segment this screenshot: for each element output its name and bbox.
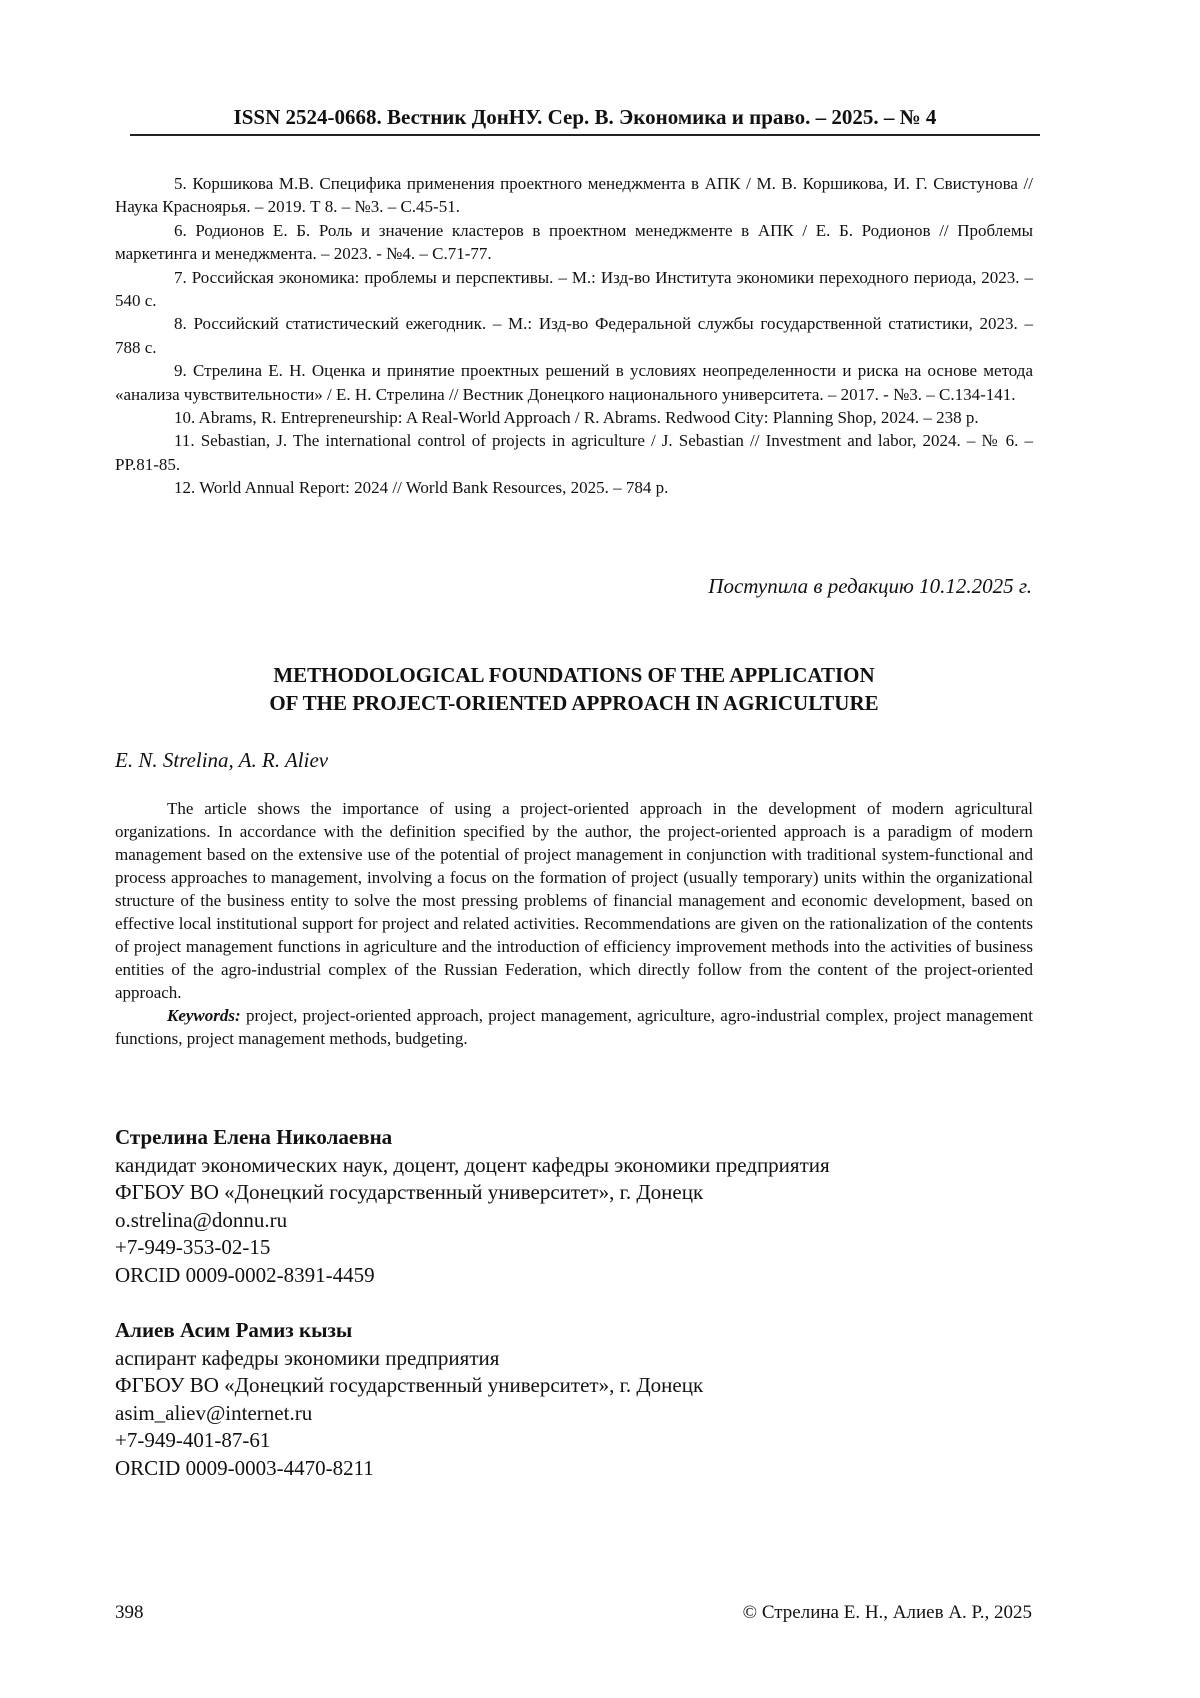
reference-item: 9. Стрелина Е. Н. Оценка и принятие проектных решений в условиях неопределенности и риска на основе метода «анализа чувствительности» / Е. Н. Стрелина // Вестник Донецкого национального университета. – 2017. - №3. – С.134-141. [115,361,1033,404]
title-line-2: OF THE PROJECT-ORIENTED APPROACH IN AGRICULTURE [269,691,879,715]
author-position: аспирант кафедры экономики предприятия [115,1345,500,1370]
article-title [115,661,1033,717]
author-phone: +7-949-353-02-15 [115,1235,271,1259]
reference-item: 5. Коршикова М.В. Специфика применения проектного менеджмента в АПК / М. В. Коршикова, И. Г. Свистунова // Наука Красноярья. – 2019. Т 8. – №3. – С.45-51. [115,174,1033,217]
author-organization: ФГБОУ ВО «Донецкий государственный университет», г. Донецк [115,1180,704,1204]
reference-item: 6. Родионов Е. Б. Роль и значение кластеров в проектном менеджменте в АПК / Е. Б. Родионов // Проблемы маркетинга и менеджмента. – 2023. - №4. – С.71-77. [115,220,1033,264]
copyright: © Стрелина Е. Н., Алиев А. Р., 2025 [742,1602,1032,1623]
keywords [115,1004,1033,1050]
running-header: ISSN 2524-0668. Вестник ДонНУ. Сер. В. Экономика и право. – 2025. – № 4 [233,105,937,129]
author-info-1 [115,1124,1075,1289]
author-orcid: ORCID 0009-0003-4470-8211 [115,1455,374,1480]
author-orcid: ORCID 0009-0002-8391-4459 [115,1262,375,1287]
author-phone: +7-949-401-87-61 [115,1428,271,1452]
reference-item: 10. Abrams, R. Entrepreneurship: A Real-World Approach / R. Abrams. Redwood City: Planning Shop, 2024. – 238 p. [174,408,979,428]
header-rule [130,134,1040,136]
keywords-text: project, project-oriented approach, project management, agriculture, agro-industrial complex, project management functions, project management methods, budgeting. [115,1006,1033,1048]
received-date: Поступила в редакцию 10.12.2025 г. [708,574,1032,598]
author-email: o.strelina@donnu.ru [115,1207,288,1232]
reference-item: 7. Российская экономика: проблемы и перспективы. – М.: Изд-во Института экономики переходного периода, 2023. – 540 с. [115,267,1033,311]
author-organization: ФГБОУ ВО «Донецкий государственный университет», г. Донецк [115,1373,704,1397]
reference-list [115,172,1033,500]
reference-item: 12. World Annual Report: 2024 // World Bank Resources, 2025. – 784 p. [174,478,669,498]
author-position: кандидат экономических наук, доцент, доцент кафедры экономики предприятия [115,1152,830,1177]
reference-item: 11. Sebastian, J. The international control of projects in agriculture / J. Sebastian // Investment and labor, 2024. – № 6. – PP.81-85. [115,431,1033,474]
reference-item: 8. Российский статистический ежегодник. – М.: Изд-во Федеральной службы государственной статистики, 2023. – 788 с. [115,314,1033,357]
abstract-text: The article shows the importance of using a project-oriented approach in the development of modern agricultural organizations. In accordance with the definition specified by the author, the project-oriented approach is a paradigm of modern management based on the extensive use of the potential of project management in conjunction with traditional system-functional and process approaches to management, involving a focus on the formation of project (usually temporary) units within the organizational structure of the business entity to solve the most pressing problems of financial management and economic development, based on effective local institutional support for project and related activities. Recommendations are given on the rationalization of the contents of project management functions in agriculture and the introduction of efficiency improvement methods into the activities of business entities of the agro-industrial complex of the Russian Federation, which directly follow from the content of the project-oriented approach. [115,799,1033,1002]
title-line-1: METHODOLOGICAL FOUNDATIONS OF THE APPLICATION [273,663,875,687]
article-authors: E. N. Strelina, A. R. Aliev [115,748,329,772]
abstract [115,797,1033,1050]
keywords-label: Keywords: [167,1006,241,1025]
author-email: asim_aliev@internet.ru [115,1400,313,1425]
author-name: Стрелина Елена Николаевна [115,1125,393,1149]
author-name: Алиев Асим Рамиз кызы [115,1318,353,1342]
author-info-2 [115,1317,1075,1482]
page-number: 398 [115,1602,144,1623]
